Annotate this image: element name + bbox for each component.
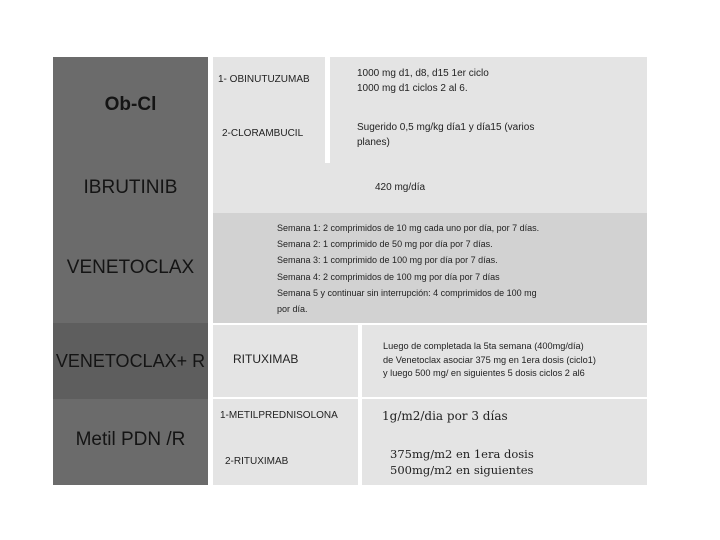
venetoclax-r-dose [383, 340, 596, 381]
venetoclax-week-line: por día. [277, 304, 308, 315]
venetoclax-label: VENETOCLAX [66, 257, 195, 278]
ibrutinib-label-cell [53, 163, 208, 213]
ibrutinib-label: IBRUTINIB [83, 177, 178, 198]
ibrutinib-dose: 420 mg/día [375, 182, 426, 193]
obcl-drug-cell [213, 57, 325, 163]
venetoclax-week-line: Semana 2: 1 comprimido de 50 mg por día por 7 días. [277, 239, 493, 250]
metilpdn-label: Metil PDN /R [75, 429, 186, 450]
venetoclax-label-cell [53, 213, 208, 323]
metilpdn-drug2: 2-RITUXIMAB [225, 456, 289, 467]
metilpdn-label-cell [53, 399, 208, 485]
venetoclax-week-line: Semana 1: 2 comprimidos de 10 mg cada uno por día, por 7 días. [277, 223, 540, 233]
obcl-dose1-line: 1000 mg d1, d8, d15 1er ciclo [357, 68, 489, 79]
venetoclax-schedule [277, 220, 539, 317]
obcl-drug1: 1- OBINUTUZUMAB [218, 74, 310, 85]
venetoclax-r-label: VENETOCLAX+ R [55, 350, 206, 371]
obcl-label-cell [53, 57, 208, 163]
venetoclax-r-label-cell [53, 323, 208, 399]
obcl-dose2-line: planes) [357, 137, 390, 148]
obcl-dose2-line: Sugerido 0,5 mg/kg día1 y día15 (varios [357, 122, 535, 133]
obcl-dose1-line: 1000 mg d1 ciclos 2 al 6. [357, 83, 468, 94]
obcl-drug2: 2-CLORAMBUCIL [222, 128, 304, 139]
ibrutinib-dose-cell [213, 163, 647, 213]
venetoclax-r-dose-line: de Venetoclax asociar 375 mg en 1era dosis (ciclo1) [383, 354, 596, 365]
venetoclax-r-dose-line: y luego 500 mg/ en siguientes 5 dosis ciclos 2 al6 [383, 368, 585, 378]
venetoclax-r-drug: RITUXIMAB [233, 352, 299, 366]
metilpdn-dose1: 1g/m2/dia por 3 días [382, 409, 508, 423]
venetoclax-week-line: Semana 3: 1 comprimido de 100 mg por día por 7 días. [277, 255, 498, 266]
metilpdn-dose2-line: 500mg/m2 en siguientes [390, 463, 534, 477]
metilpdn-dose2-line: 375mg/m2 en 1era dosis [390, 447, 534, 461]
venetoclax-week-line: Semana 5 y continuar sin interrupción: 4 comprimidos de 100 mg [277, 287, 537, 298]
obcl-dose2 [357, 120, 534, 150]
obcl-label: Ob-Cl [104, 94, 157, 115]
metilpdn-dose2 [390, 446, 534, 478]
obcl-dose1 [357, 66, 489, 96]
venetoclax-week-line: Semana 4: 2 comprimidos de 100 mg por día por 7 días [277, 271, 500, 282]
metilpdn-drug1: 1-METILPREDNISOLONA [220, 410, 338, 421]
venetoclax-r-dose-line: Luego de completada la 5ta semana (400mg/día) [383, 341, 584, 351]
